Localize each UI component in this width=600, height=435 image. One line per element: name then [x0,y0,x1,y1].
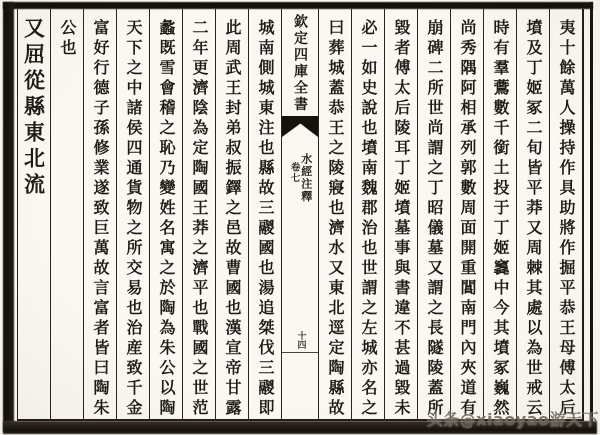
text-column [149,9,182,419]
fish-tail-mark [282,116,318,137]
column-text: 公也 [58,19,77,59]
text-column [182,9,215,419]
text-column [351,9,384,419]
book-title-label: 水經注釋 [299,153,313,203]
column-text: 蠡既雪會稽之恥乃變姓名寓之於陶為朱公以陶 [157,19,176,419]
column-text: 尚秀隅阿相承列郭數周面開重閶南門內夾道有 [458,19,477,419]
text-column [50,9,83,419]
column-text: 二年更濟陰為定陶國王莽之濟平也戰國之世范 [190,19,209,419]
classic-text-column [17,9,50,419]
column-text: 崩碑二所世尚謂之丁昭儀墓又謂之長隧陵蓋所 [425,19,444,419]
column-text: 時有羣鷰數千銜土投于丁姬竁中今其墳冢巍然 [491,19,510,419]
text-column [318,9,351,419]
column-text: 城南側城東注也縣故三鬷國也湯追桀伐三鬷即 [256,19,275,419]
top-frame-bar [3,2,593,9]
column-text: 天下之中諸侯四通貨物之所交易也治産致千金 [124,19,143,419]
text-column [549,9,582,419]
text-column [516,9,549,419]
text-column [116,9,149,419]
column-text: 此周武王封弟叔振鐸之邑故曹國也漢宣帝甘露 [223,19,242,419]
text-column [417,9,450,419]
column-text: 必一如史說也墳南魏郡治也世謂之左城亦名之 [359,19,378,419]
column-text: 曰葬城蓋恭王之陵寢也濟水又東北逕定陶縣故 [326,19,345,419]
text-column [248,9,281,419]
text-column [215,9,248,419]
classic-text: 又屈從縣東北流 [21,17,47,199]
column-text: 毀者傅太后陵耳丁姬墳墓事與書違不甚過毀未 [392,19,411,419]
spine-title-block [288,153,312,203]
right-frame-line [590,2,593,422]
column-text: 富好行德子孫修業遂致巨萬故言富者皆曰陶朱 [91,19,110,419]
spine-rule-line [282,352,318,353]
text-column [83,9,116,419]
binding-edge-band [3,2,14,432]
text-column [450,9,483,419]
siku-quanshu-header: 欽定四庫全書 [292,14,308,113]
text-column [483,9,516,419]
spine-column [281,9,318,419]
text-columns-area [17,9,584,421]
column-text: 夷十餘萬人操持作具助將作掘平恭王母傅太后 [557,19,576,419]
text-column [384,9,417,419]
watermark-text: 头条@xiaoyao游天下 [426,410,599,429]
column-text: 墳及丁姬冢二旬皆平莽又周棘其處以為世戒云 [524,19,543,419]
page-number-label: 十四 [295,331,306,349]
volume-label: 卷七 [288,162,300,183]
